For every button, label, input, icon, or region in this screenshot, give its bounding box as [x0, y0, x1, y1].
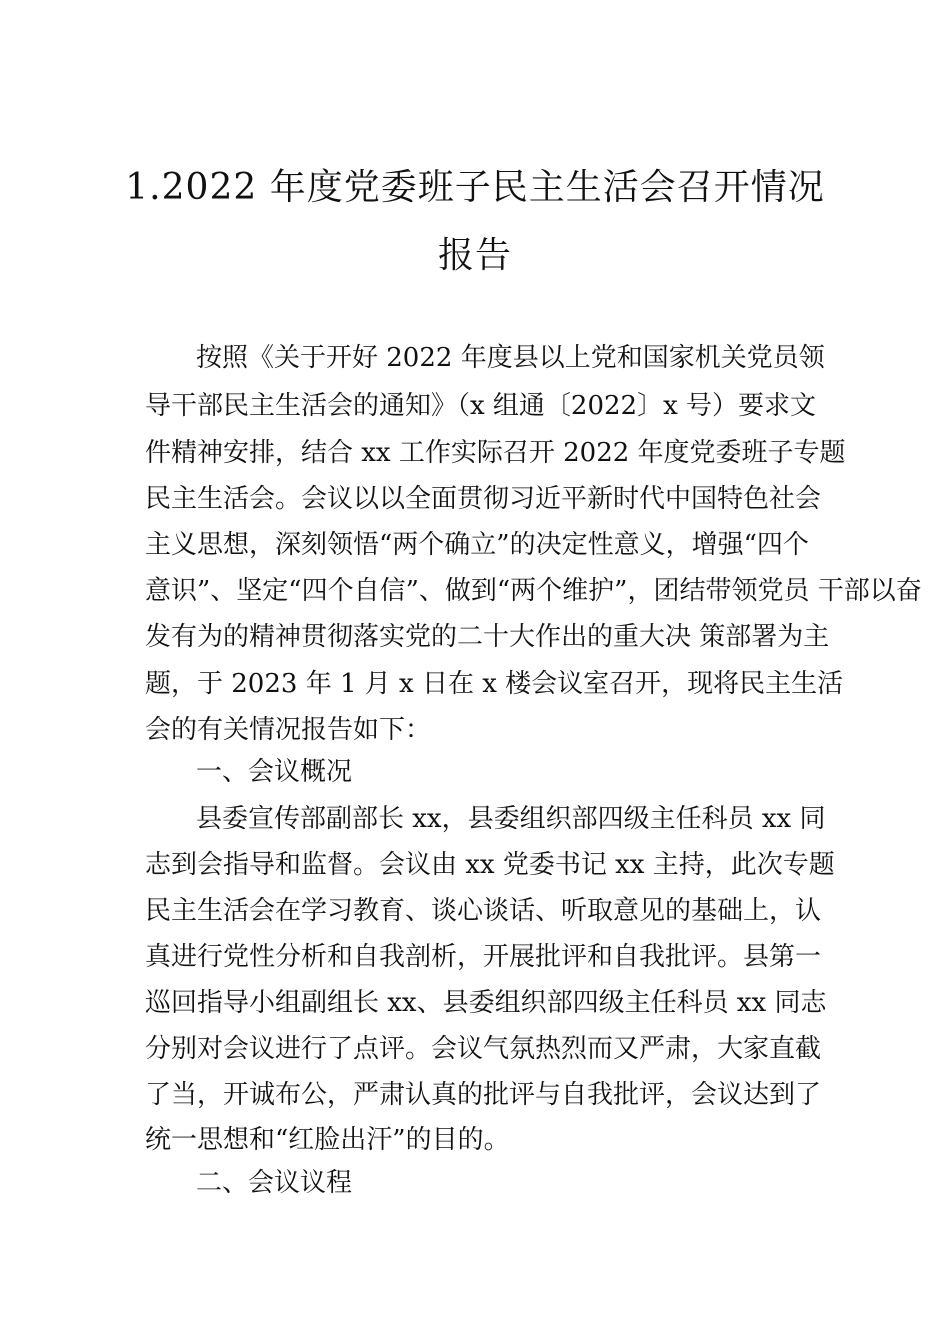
paragraph-2-line: 志到会指导和监督。会议由 xx 党委书记 xx 主持，此次专题: [145, 850, 835, 880]
paragraph-2-line: 统一思想和“红脸出汗”的目的。: [145, 1125, 510, 1155]
paragraph-1-line: 导干部民主生活会的通知》（x 组通〔2022〕x 号）要求文: [145, 391, 817, 421]
paragraph-2-line: 了当，开诚布公，严肃认真的批评与自我批评，会议达到了: [145, 1080, 822, 1110]
section-heading-1: 一、会议概况: [196, 757, 353, 787]
document-title-line-1: 1.2022 年度党委班子民主生活会召开情况: [125, 167, 825, 208]
paragraph-1-line: 按照《关于开好 2022 年度县以上党和国家机关党员领: [196, 343, 825, 373]
paragraph-1-line: 题，于 2023 年 1 月 x 日在 x 楼会议室召开，现将民主生活: [145, 669, 844, 699]
section-heading-2: 二、会议议程: [196, 1168, 353, 1198]
paragraph-1-line: 意识”、坚定“四个自信”、做到“两个维护”，团结带领党员 干部以奋: [145, 576, 922, 606]
paragraph-2-line: 巡回指导小组副组长 xx、县委组织部四级主任科员 xx 同志: [145, 988, 827, 1018]
document-title-line-2: 报告: [437, 235, 512, 276]
paragraph-1-line: 发有为的精神贯彻落实党的二十大作出的重大决 策部署为主: [145, 622, 830, 652]
paragraph-1-line: 会的有关情况报告如下：: [145, 715, 432, 745]
paragraph-2-line: 分别对会议进行了点评。会议气氛热烈而又严肃，大家直截: [145, 1034, 822, 1064]
paragraph-2-line: 民主生活会在学习教育、谈心谈话、听取意见的基础上，认: [145, 896, 822, 926]
paragraph-2-line: 真进行党性分析和自我剖析，开展批评和自我批评。县第一: [145, 942, 822, 972]
paragraph-1-line: 民主生活会。会议以以全面贯彻习近平新时代中国特色社会: [145, 484, 822, 514]
paragraph-1-line: 件精神安排，结合 xx 工作实际召开 2022 年度党委班子专题: [145, 438, 846, 468]
paragraph-1-line: 主义思想，深刻领悟“两个确立”的决定性意义，增强“四个: [145, 530, 809, 560]
paragraph-2-line: 县委宣传部副部长 xx，县委组织部四级主任科员 xx 同: [196, 804, 826, 834]
